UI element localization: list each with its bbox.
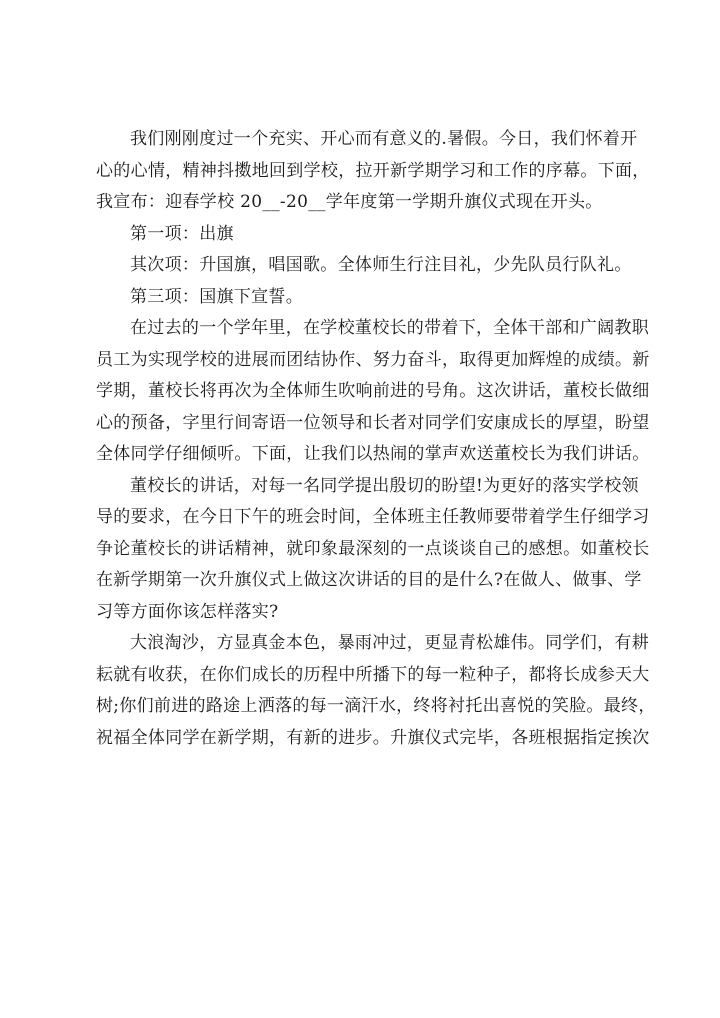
paragraph-assignment xyxy=(96,471,660,629)
text-line: 员工为实现学校的进展而团结协作、努力奋斗，取得更加辉煌的成绩。新 xyxy=(96,349,650,370)
text-line: 树;你们前进的路途上洒落的每一滴汗水，终将衬托出喜悦的笑脸。最终， xyxy=(96,696,656,716)
paragraph-item-3 xyxy=(96,282,660,314)
text-line: 第一项：出旗 xyxy=(130,223,234,244)
paragraph-item-2 xyxy=(96,250,660,282)
text-line: 第三项：国旗下宣誓。 xyxy=(130,286,303,307)
text-line: 董校长的讲话，对每一名同学提出殷切的盼望!为更好的落实学校领 xyxy=(130,475,639,496)
paragraph-introduction xyxy=(96,313,660,471)
text-line: 心的预备，字里行间寄语一位领导和长者对同学们安康成长的厚望，盼望 xyxy=(96,412,650,433)
text-line: 耘就有收获，在你们成长的历程中所播下的每一粒种子，都将长成参天大 xyxy=(96,664,650,685)
paragraph-item-1 xyxy=(96,219,660,251)
text-line: 习等方面你该怎样落实? xyxy=(96,601,279,622)
text-line: 全体同学仔细倾听。下面，让我们以热闹的掌声欢送董校长为我们讲话。 xyxy=(96,444,650,464)
text-line: 大浪淘沙，方显真金本色，暴雨冲过，更显青松雄伟。同学们，有耕 xyxy=(130,633,649,653)
text-line: 我宣布：迎春学校 20__-20__学年度第一学期升旗仪式现在开头。 xyxy=(96,192,603,212)
text-line: 其次项：升国旗，唱国歌。全体师生行注目礼，少先队员行队礼。 xyxy=(130,255,632,275)
text-line: 争论董校长的讲话精神，就印象最深刻的一点谈谈自己的感想。如董校长 xyxy=(96,538,650,559)
text-line: 学期，董校长将再次为全体师生吹响前进的号角。这次讲话，董校长做细 xyxy=(96,381,650,401)
text-line: 我们刚刚度过一个充实、开心而有意义的.暑假。今日，我们怀着开 xyxy=(130,129,638,149)
document-body xyxy=(96,124,660,754)
text-line: 在过去的一个学年里，在学校董校长的带着下，全体干部和广阔教职 xyxy=(130,318,649,338)
paragraph-opening xyxy=(96,124,660,219)
text-line: 心的心情，精神抖擞地回到学校，拉开新学期学习和工作的序幕。下面， xyxy=(96,160,650,181)
text-line: 导的要求，在今日下午的班会时间，全体班主任教师要带着学生仔细学习 xyxy=(96,507,650,527)
text-line: 祝福全体同学在新学期，有新的进步。升旗仪式完毕，各班根据指定挨次 xyxy=(96,727,650,748)
text-line: 在新学期第一次升旗仪式上做这次讲话的目的是什么?在做人、做事、学 xyxy=(96,570,642,590)
paragraph-closing xyxy=(96,628,660,754)
